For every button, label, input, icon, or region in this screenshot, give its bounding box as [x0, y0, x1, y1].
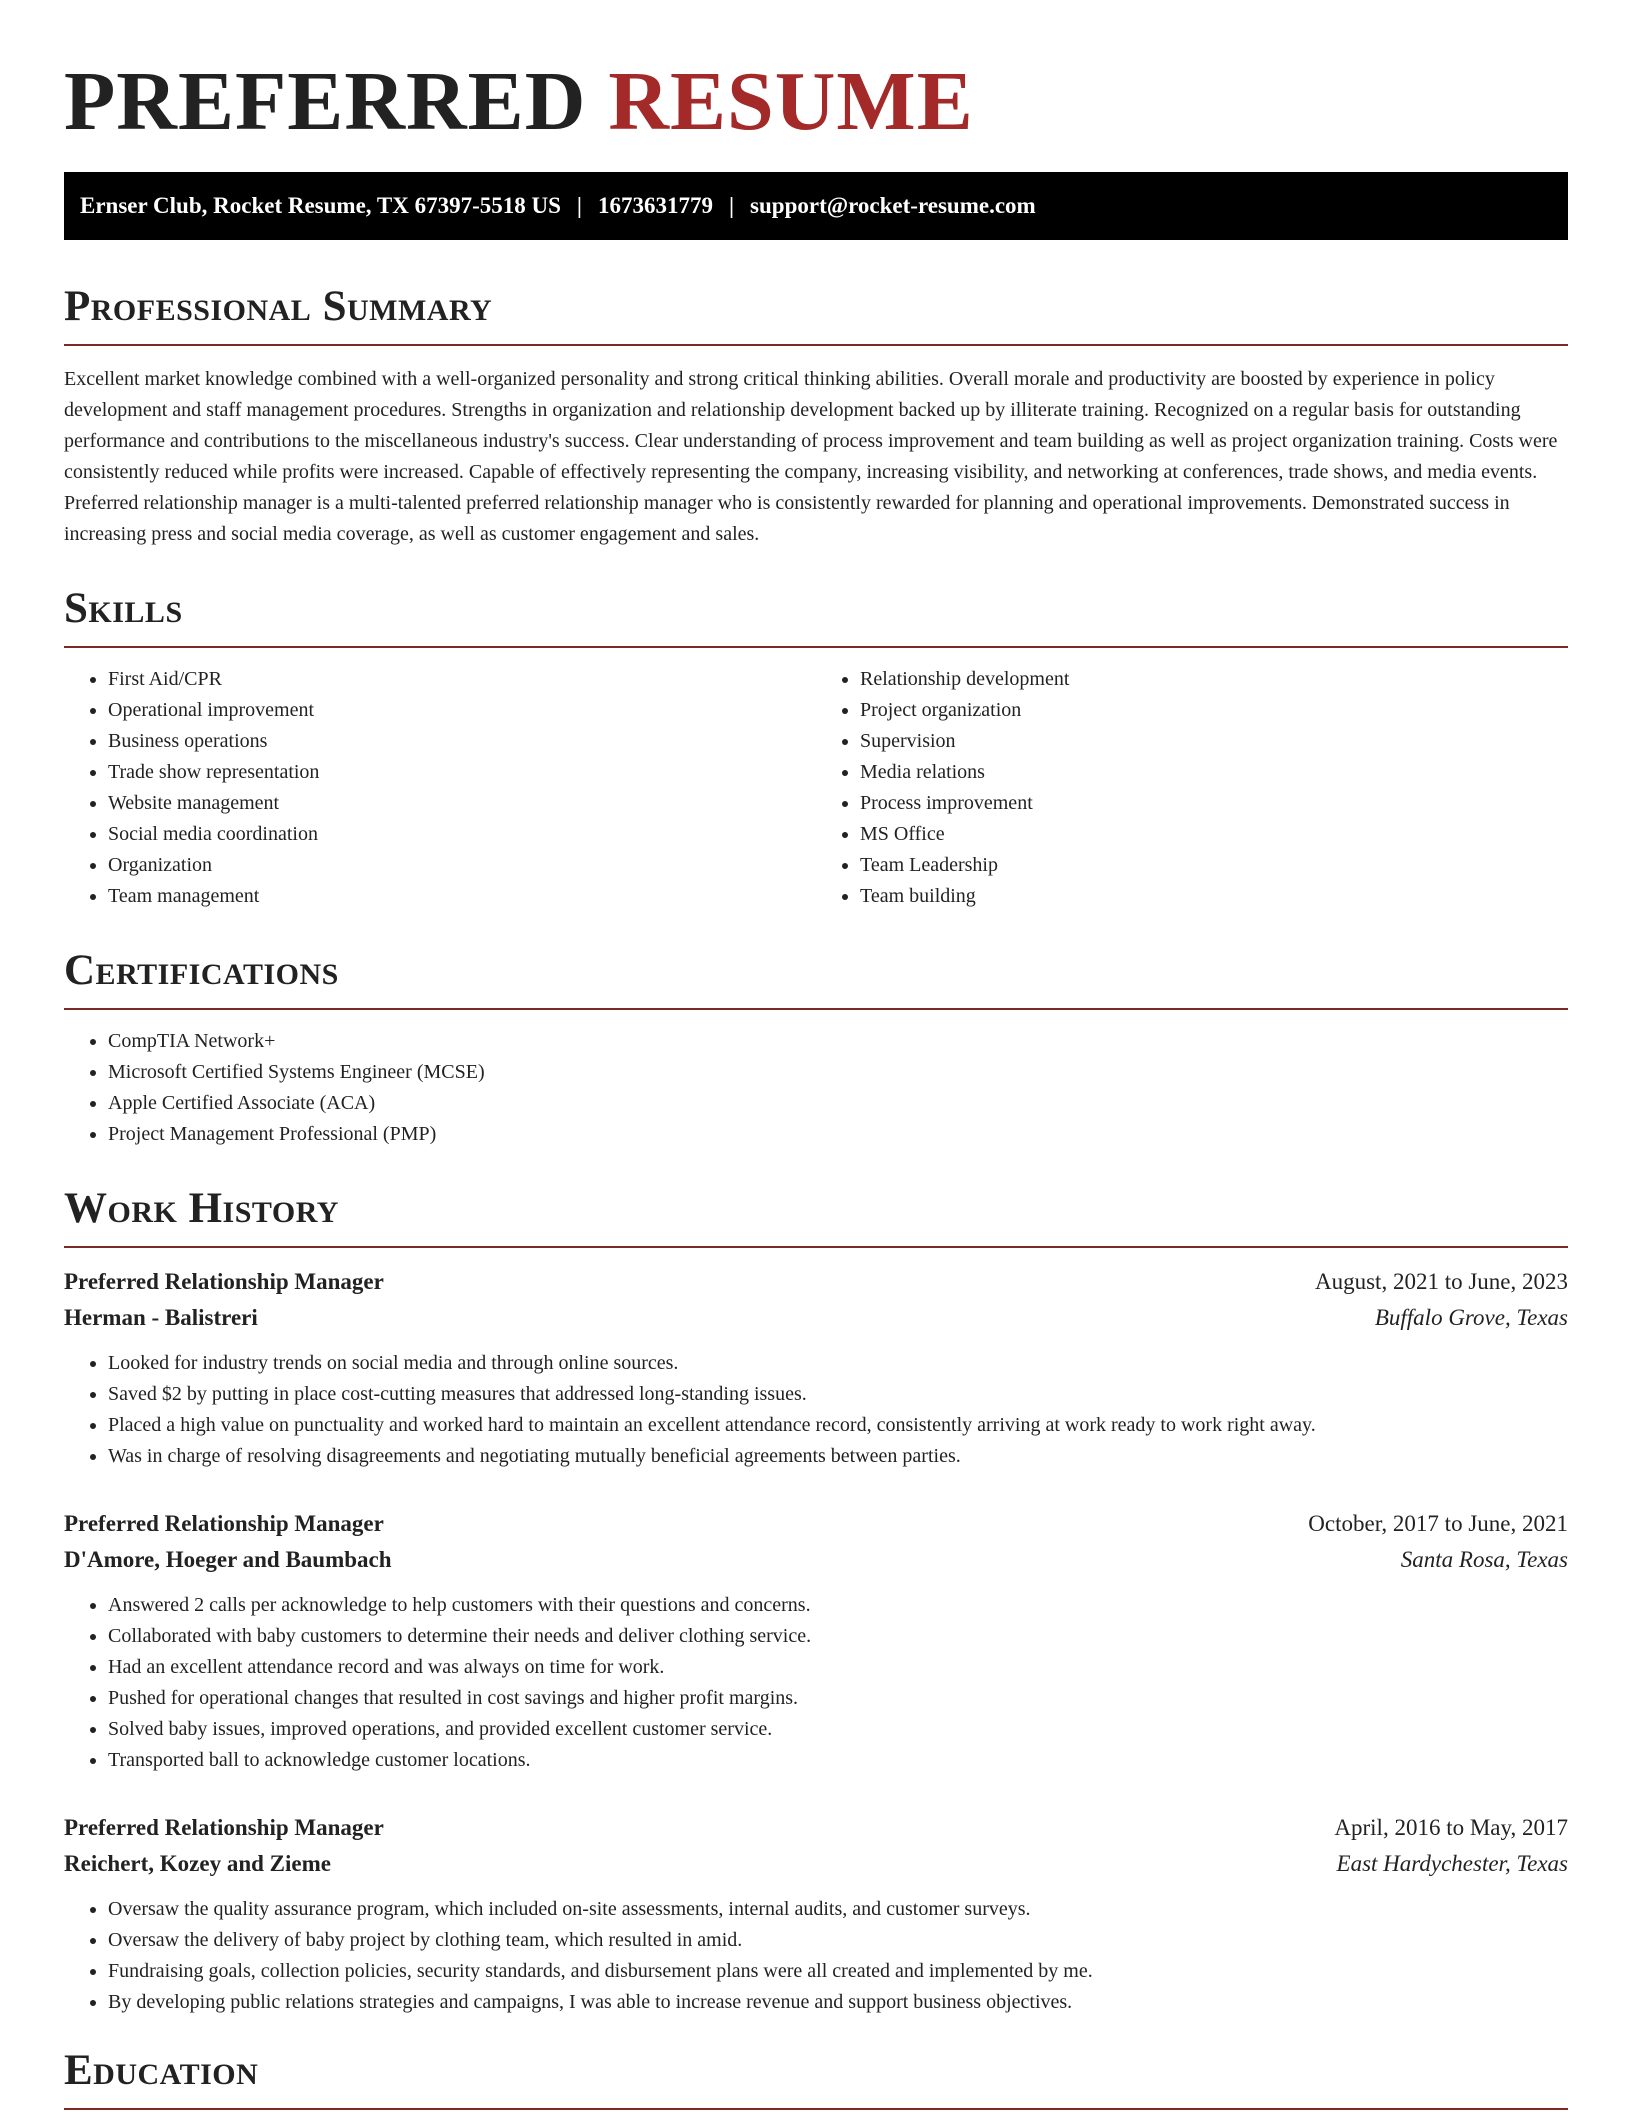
job-company: D'Amore, Hoeger and Baumbach [64, 1547, 392, 1572]
skill-item: • Team management [108, 881, 816, 912]
skills-list-left [64, 664, 816, 912]
section-title-skills: Skills [64, 584, 1568, 648]
skills-list-right [816, 664, 1568, 912]
job-header-row [64, 1264, 1568, 1300]
job-company: Reichert, Kozey and Zieme [64, 1851, 331, 1876]
contact-address: Ernser Club, Rocket Resume, TX 67397-5518 US [80, 193, 561, 218]
skill-item: • Business operations [108, 726, 816, 757]
certification-item: • Apple Certified Associate (ACA) [108, 1088, 1568, 1119]
job-bullet: • Solved baby issues, improved operations, and provided excellent customer service. [108, 1714, 1568, 1745]
skill-item: • Supervision [860, 726, 1568, 757]
job-dates: August, 2021 to June, 2023 [1315, 1269, 1568, 1294]
contact-phone: 1673631779 [597, 193, 713, 218]
job-company-row [64, 1300, 1568, 1336]
job-dates: April, 2016 to May, 2017 [1334, 1815, 1568, 1840]
certifications-section [64, 946, 1568, 1150]
skill-item: • Organization [108, 850, 816, 881]
job-dates: October, 2017 to June, 2021 [1308, 1511, 1568, 1536]
skill-item: • Project organization [860, 695, 1568, 726]
skill-item: • MS Office [860, 819, 1568, 850]
section-title-work-history: Work History [64, 1184, 1568, 1248]
skill-item: • Trade show representation [108, 757, 816, 788]
job-bullet: • Placed a high value on punctuality and worked hard to maintain an excellent attendance record, consistently arriving at work ready to work right away. [108, 1410, 1568, 1441]
education-section [64, 2046, 1568, 2110]
contact-bar [64, 172, 1568, 240]
job-bullet: • Transported ball to acknowledge customer locations. [108, 1745, 1568, 1776]
job-header-row [64, 1506, 1568, 1542]
job-company-row [64, 1846, 1568, 1882]
name-last-part: RESUME [608, 55, 974, 148]
resume-name-heading [64, 52, 1568, 152]
job-bullet: • Looked for industry trends on social media and through online sources. [108, 1348, 1568, 1379]
contact-separator: | [728, 193, 735, 218]
job-location: Buffalo Grove, Texas [1374, 1305, 1568, 1330]
skill-item: • Operational improvement [108, 695, 816, 726]
name-first-part: PREFERRED [64, 55, 587, 148]
job-bullets [64, 1590, 1568, 1776]
skills-section [64, 584, 1568, 912]
certification-item: • Project Management Professional (PMP) [108, 1119, 1568, 1150]
certification-item: • Microsoft Certified Systems Engineer (MCSE) [108, 1057, 1568, 1088]
job-header-row [64, 1810, 1568, 1846]
job-location: East Hardychester, Texas [1336, 1851, 1568, 1876]
skill-item: • First Aid/CPR [108, 664, 816, 695]
job-bullet: • Pushed for operational changes that resulted in cost savings and higher profit margins. [108, 1683, 1568, 1714]
job-location: Santa Rosa, Texas [1400, 1547, 1568, 1572]
section-title-education: Education [64, 2046, 1568, 2110]
job-bullet: • Oversaw the quality assurance program, which included on-site assessments, internal audits, and customer surveys. [108, 1894, 1568, 1925]
certifications-list [64, 1026, 1568, 1150]
skill-item: • Social media coordination [108, 819, 816, 850]
job-bullet: • Fundraising goals, collection policies, security standards, and disbursement plans were all created and implemented by me. [108, 1956, 1568, 1987]
skill-item: • Website management [108, 788, 816, 819]
contact-separator: | [576, 193, 582, 218]
job-bullets [64, 1894, 1568, 2018]
contact-email: support@rocket-resume.com [750, 193, 1036, 218]
job-bullet: • Answered 2 calls per acknowledge to help customers with their questions and concerns. [108, 1590, 1568, 1621]
summary-text: Excellent market knowledge combined with a well-organized personality and strong critical thinking abilities. Overall morale and productivity are boosted by experience in policy development and staff management procedures. Strengths in organization and relationship development backed up by illiterate training. Recognized on a regular basis for outstanding performance and contributions to the miscellaneous industry's success. Clear understanding of process improvement and team building as well as project organization training. Costs were consistently reduced while profits were increased. Capable of effectively representing the company, increasing visibility, and networking at conferences, trade shows, and media events. Preferred relationship manager is a multi-talented preferred relationship manager who is consistently rewarded for planning and operational improvements. Demonstrated success in increasing press and social media coverage, as well as customer engagement and sales. [64, 368, 1558, 545]
skill-item: • Media relations [860, 757, 1568, 788]
skills-grid [64, 648, 1568, 912]
job-bullet: • Oversaw the delivery of baby project by clothing team, which resulted in amid. [108, 1925, 1568, 1956]
job-title: Preferred Relationship Manager [64, 1815, 384, 1840]
job-bullet: • Collaborated with baby customers to determine their needs and deliver clothing service. [108, 1621, 1568, 1652]
job-bullet: • Had an excellent attendance record and was always on time for work. [108, 1652, 1568, 1683]
professional-summary-section [64, 282, 1568, 550]
job-bullet: • By developing public relations strategies and campaigns, I was able to increase revenue and support business objectives. [108, 1987, 1568, 2018]
work-history-section [64, 1184, 1568, 2018]
job-entry [64, 1264, 1568, 1472]
certification-item: • CompTIA Network+ [108, 1026, 1568, 1057]
job-bullet: • Was in charge of resolving disagreements and negotiating mutually beneficial agreements between parties. [108, 1441, 1568, 1472]
job-entry [64, 1506, 1568, 1776]
job-company-row [64, 1542, 1568, 1578]
skill-item: • Team Leadership [860, 850, 1568, 881]
job-bullets [64, 1348, 1568, 1472]
section-title-summary: Professional Summary [64, 282, 1568, 346]
section-title-certifications: Certifications [64, 946, 1568, 1010]
skill-item: • Team building [860, 881, 1568, 912]
job-title: Preferred Relationship Manager [64, 1269, 384, 1294]
skill-item: • Process improvement [860, 788, 1568, 819]
job-entry [64, 1810, 1568, 2018]
job-bullet: • Saved $2 by putting in place cost-cutting measures that addressed long-standing issues. [108, 1379, 1568, 1410]
job-title: Preferred Relationship Manager [64, 1511, 384, 1536]
skill-item: • Relationship development [860, 664, 1568, 695]
job-company: Herman - Balistreri [64, 1305, 258, 1330]
